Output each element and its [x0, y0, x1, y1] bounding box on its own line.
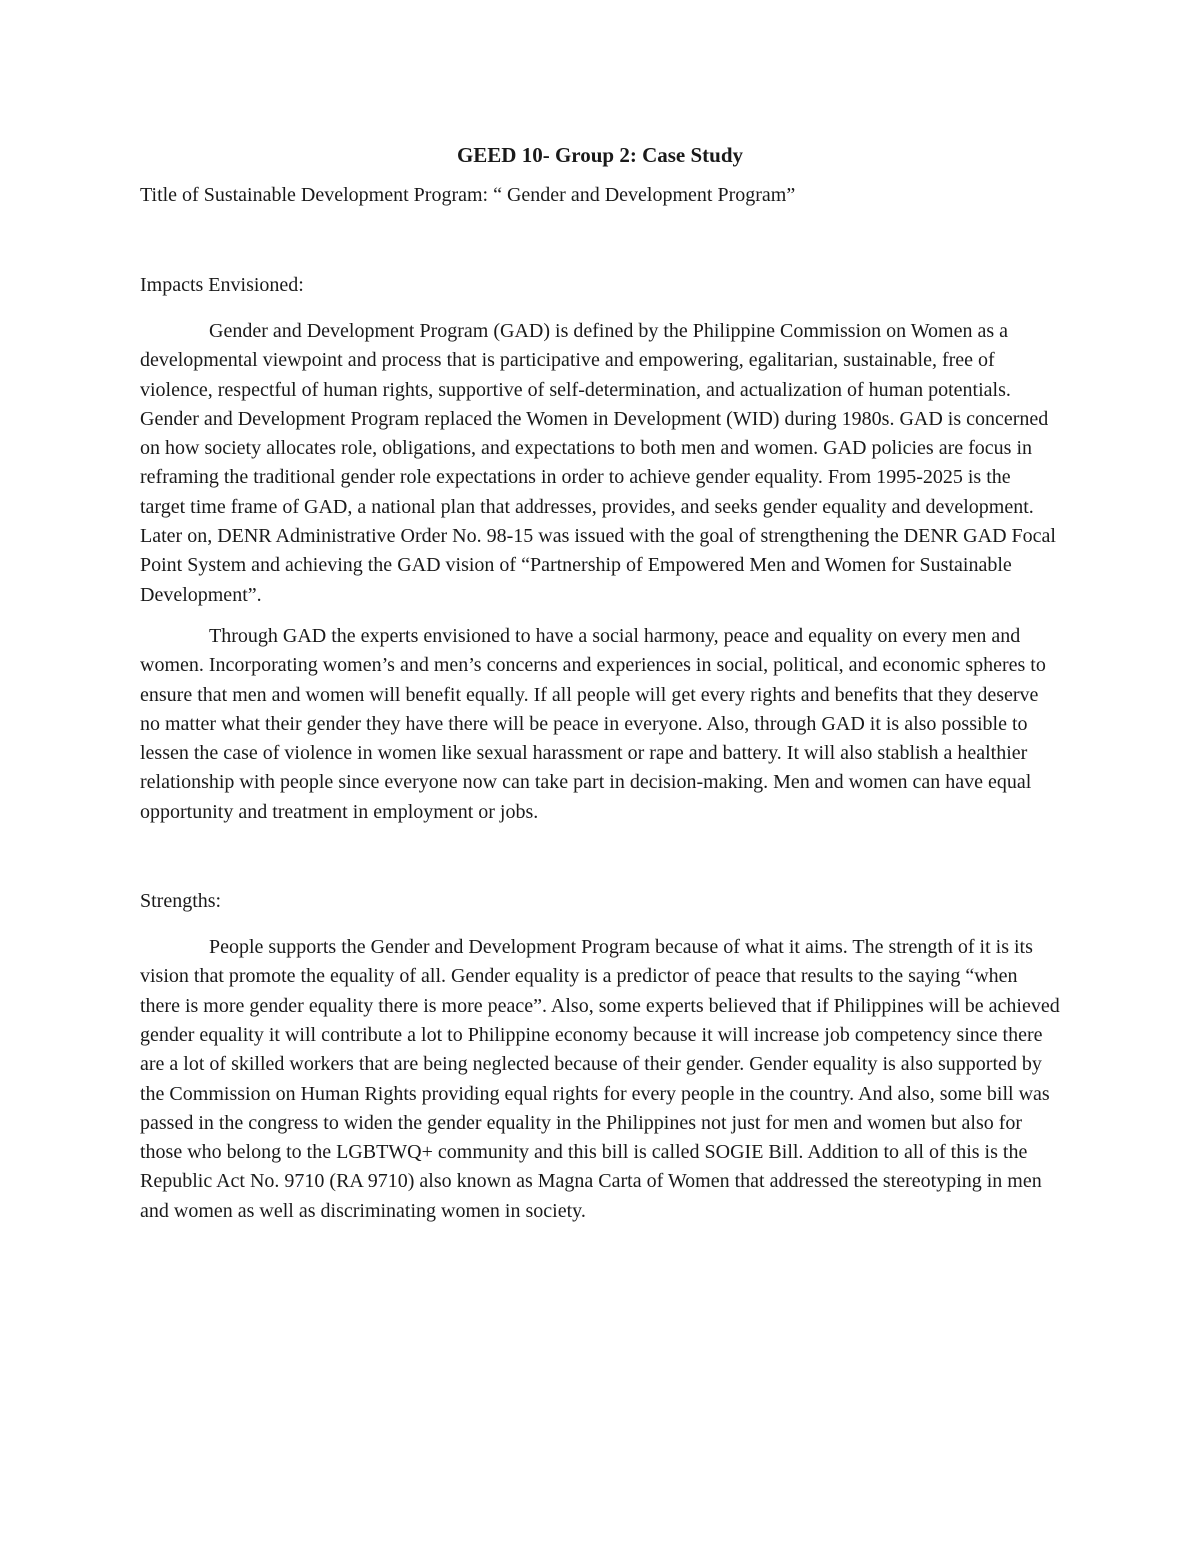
strengths-heading: Strengths: — [140, 890, 222, 913]
program-title: Title of Sustainable Development Program: “ Gender and Development Program” — [140, 184, 796, 206]
impacts-heading: Impacts Envisioned: — [140, 274, 304, 296]
document-title: GEED 10- Group 2: Case Study — [456, 143, 744, 167]
document-page — [140, 140, 1060, 1226]
impacts-paragraph-1: Gender and Development Program (GAD) is defined by the Philippine Commission on Women as a developmental viewpoint and process that is participative and empowering, egalitarian, sustainable, free of violence, respectful of human rights, supportive of self-determination, and actualization of human potentials. Gender and Development Program replaced the Women in Development (WID) during 1980s. GAD is concerned on how society allocates role, obligations, and expectations to both men and women. GAD policies are focus in reframing the traditional gender role expectations in order to achieve gender equality. From 1995-2025 is the target time frame of GAD, a national plan that addresses, provides, and seeks gender equality and development. Later on, DENR Administrative Order No. 98-15 was issued with the goal of strengthening the DENR GAD Focal Point System and achieving the GAD vision of “Partnership of Empowered Men and Women for Sustainable Development”. — [140, 320, 1056, 606]
strengths-paragraph-1: People supports the Gender and Development Program because of what it aims. The strength of it is its vision that promote the equality of all. Gender equality is a predictor of peace that results to the saying “when there is more gender equality there is more peace”. Also, some experts believed that if Philippines will be achieved gender equality it will contribute a lot to Philippine economy because it will increase job competency since there are a lot of skilled workers that are being neglected because of their gender. Gender equality is also supported by the Commission on Human Rights providing equal rights for every people in the country. And also, some bill was passed in the congress to widen the gender equality in the Philippines not just for men and women but also for those who belong to the LGBTWQ+ community and this bill is called SOGIE Bill. Addition to all of this is the Republic Act No. 9710 (RA 9710) also known as Magna Carta of Women that addressed the stereotyping in men and women as well as discriminating women in society. — [140, 936, 1060, 1222]
impacts-paragraph-2: Through GAD the experts envisioned to have a social harmony, peace and equality on every men and women. Incorporating women’s and men’s concerns and experiences in social, political, and economic spheres to ensure that men and women will benefit equally. If all people will get every rights and benefits that they deserve no matter what their gender they have there will be peace in everyone. Also, through GAD it is also possible to lessen the case of violence in women like sexual harassment or rape and battery. It will also stablish a healthier relationship with people since everyone now can take part in decision-making. Men and women can have equal opportunity and treatment in employment or jobs. — [140, 624, 1046, 823]
